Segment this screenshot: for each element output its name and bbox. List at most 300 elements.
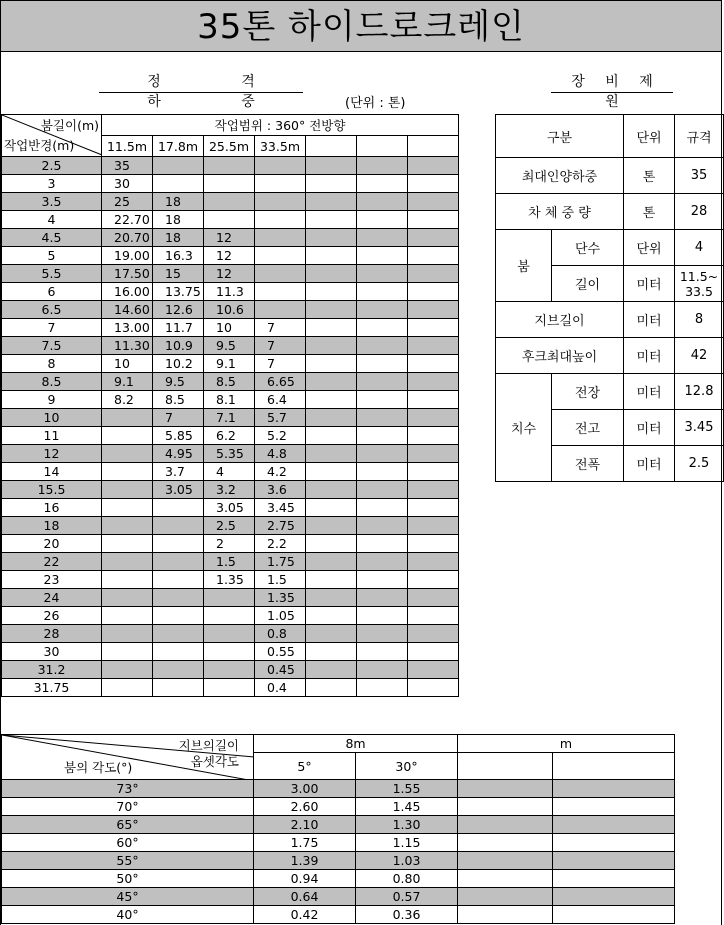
jib-load-value-cell: [458, 852, 553, 870]
load-value-cell: [306, 607, 357, 625]
load-value-cell: 19.00: [102, 247, 153, 265]
jib-load-value-cell: 0.64: [254, 888, 356, 906]
boom-length-value-text: 11.5~33.5: [679, 268, 719, 299]
corner-boom-length: 붐길이(m): [40, 118, 99, 133]
load-row: [2, 589, 459, 607]
load-row: [2, 391, 459, 409]
load-value-cell: [153, 607, 204, 625]
boom-length-header: 11.5m: [102, 136, 153, 157]
load-value-cell: [255, 175, 306, 193]
load-value-cell: [204, 157, 255, 175]
jib-load-value-cell: 3.00: [254, 780, 356, 798]
jib-load-value-cell: 1.30: [356, 816, 458, 834]
load-value-cell: [204, 625, 255, 643]
load-value-cell: 7.1: [204, 409, 255, 427]
load-value-cell: 0.55: [255, 643, 306, 661]
load-value-cell: [255, 283, 306, 301]
load-value-cell: 11.30: [102, 337, 153, 355]
load-row: [2, 571, 459, 589]
load-value-cell: [102, 661, 153, 679]
load-value-cell: [153, 661, 204, 679]
load-value-cell: 3.6: [255, 481, 306, 499]
load-value-cell: [102, 553, 153, 571]
load-value-cell: 1.35: [255, 589, 306, 607]
load-value-cell: 3.05: [204, 499, 255, 517]
jib-load-value-cell: [553, 870, 675, 888]
load-value-cell: [357, 319, 408, 337]
load-value-cell: 1.05: [255, 607, 306, 625]
load-value-cell: [357, 409, 408, 427]
load-value-cell: 2.75: [255, 517, 306, 535]
corner-work-radius: 작업반경(m): [4, 138, 75, 153]
load-value-cell: [204, 679, 255, 697]
load-row: [2, 337, 459, 355]
load-value-cell: [357, 445, 408, 463]
jib-corner-boom-angle: 붐의 각도(°): [64, 760, 133, 775]
jib-load-value-cell: 0.94: [254, 870, 356, 888]
load-value-cell: [357, 499, 408, 517]
work-radius-cell: 24: [2, 589, 102, 607]
vehicle-weight-label: 차 체 중 량: [496, 194, 624, 230]
work-radius-cell: 3.5: [2, 193, 102, 211]
load-value-cell: 35: [102, 157, 153, 175]
load-value-cell: [408, 337, 459, 355]
load-value-cell: [306, 337, 357, 355]
load-value-cell: [357, 625, 408, 643]
jib-row: [2, 870, 675, 888]
load-table-corner: [2, 115, 102, 157]
load-row: [2, 319, 459, 337]
load-value-cell: [153, 553, 204, 571]
load-value-cell: [306, 301, 357, 319]
jib-load-value-cell: 2.60: [254, 798, 356, 816]
load-value-cell: [204, 193, 255, 211]
load-value-cell: [153, 517, 204, 535]
load-value-cell: 2.2: [255, 535, 306, 553]
load-value-cell: 6.4: [255, 391, 306, 409]
load-value-cell: 16.3: [153, 247, 204, 265]
jib-row: [2, 834, 675, 852]
max-load-value: 35: [675, 158, 724, 194]
load-value-cell: 8.2: [102, 391, 153, 409]
load-value-cell: 22.70: [102, 211, 153, 229]
overall-height-unit: 미터: [624, 410, 675, 446]
load-value-cell: [153, 643, 204, 661]
load-value-cell: [408, 391, 459, 409]
load-value-cell: 8.5: [204, 373, 255, 391]
load-value-cell: [306, 373, 357, 391]
load-value-cell: [408, 661, 459, 679]
load-row: [2, 499, 459, 517]
load-row: [2, 157, 459, 175]
load-value-cell: [102, 643, 153, 661]
max-load-unit: 톤: [624, 158, 675, 194]
load-value-cell: 18: [153, 193, 204, 211]
load-value-cell: [306, 175, 357, 193]
load-value-cell: 12: [204, 265, 255, 283]
load-value-cell: 3.2: [204, 481, 255, 499]
load-row: [2, 175, 459, 193]
load-value-cell: 12: [204, 229, 255, 247]
load-value-cell: [255, 229, 306, 247]
rated-load-table: [1, 114, 459, 697]
load-value-cell: 10.2: [153, 355, 204, 373]
load-value-cell: [306, 157, 357, 175]
jib-load-value-cell: 1.15: [356, 834, 458, 852]
load-unit-note: (단위 : 톤): [345, 96, 406, 111]
load-value-cell: [408, 535, 459, 553]
load-section-title-text: 정 격 하 중: [147, 74, 293, 110]
load-row: [2, 643, 459, 661]
load-value-cell: 1.75: [255, 553, 306, 571]
load-value-cell: [306, 661, 357, 679]
load-row: [2, 463, 459, 481]
load-value-cell: [408, 625, 459, 643]
jib-load-value-cell: 1.75: [254, 834, 356, 852]
jib-length-label: 지브길이: [496, 302, 624, 338]
work-radius-cell: 23: [2, 571, 102, 589]
load-value-cell: [357, 535, 408, 553]
work-radius-cell: 4.5: [2, 229, 102, 247]
load-value-cell: [306, 445, 357, 463]
load-value-cell: [408, 517, 459, 535]
jib-length-unit: 미터: [624, 302, 675, 338]
load-value-cell: 1.35: [204, 571, 255, 589]
jib-load-value-cell: [458, 816, 553, 834]
load-value-cell: [255, 193, 306, 211]
load-value-cell: [255, 247, 306, 265]
jib-load-value-cell: [458, 870, 553, 888]
overall-length-label: 전장: [552, 374, 624, 410]
load-value-cell: [408, 283, 459, 301]
load-value-cell: 5.2: [255, 427, 306, 445]
jib-load-value-cell: 2.10: [254, 816, 356, 834]
overall-height-label: 전고: [552, 410, 624, 446]
load-value-cell: 7: [153, 409, 204, 427]
load-row: [2, 427, 459, 445]
load-value-cell: [408, 499, 459, 517]
jib-load-value-cell: [553, 906, 675, 924]
work-radius-cell: 7: [2, 319, 102, 337]
load-value-cell: [408, 355, 459, 373]
hook-height-unit: 미터: [624, 338, 675, 374]
load-section-title: [99, 72, 303, 110]
overall-length-value: 12.8: [675, 374, 724, 410]
load-value-cell: 18: [153, 211, 204, 229]
load-value-cell: [408, 643, 459, 661]
load-value-cell: [153, 157, 204, 175]
load-value-cell: 1.5: [255, 571, 306, 589]
load-row: [2, 679, 459, 697]
jib-load-value-cell: [553, 852, 675, 870]
load-value-cell: 7: [255, 337, 306, 355]
jib-row: [2, 780, 675, 798]
boom-length-value: [675, 266, 724, 302]
load-row: [2, 355, 459, 373]
load-value-cell: [306, 589, 357, 607]
boom-length-unit: 미터: [624, 266, 675, 302]
load-value-cell: [357, 607, 408, 625]
load-value-cell: [204, 643, 255, 661]
work-radius-cell: 22: [2, 553, 102, 571]
offset-angle-header: [553, 753, 675, 780]
offset-angle-header: 30°: [356, 753, 458, 780]
boom-length-label: 길이: [552, 266, 624, 302]
load-value-cell: [306, 355, 357, 373]
load-value-cell: [255, 157, 306, 175]
work-radius-cell: 7.5: [2, 337, 102, 355]
work-radius-cell: 14: [2, 463, 102, 481]
boom-angle-cell: 65°: [2, 816, 254, 834]
load-value-cell: 4.95: [153, 445, 204, 463]
load-value-cell: 6.65: [255, 373, 306, 391]
overall-width-unit: 미터: [624, 446, 675, 482]
load-value-cell: [204, 607, 255, 625]
work-radius-cell: 5.5: [2, 265, 102, 283]
load-value-cell: [255, 301, 306, 319]
load-value-cell: [357, 247, 408, 265]
jib-row: [2, 816, 675, 834]
load-value-cell: [408, 175, 459, 193]
load-value-cell: [408, 157, 459, 175]
load-value-cell: 5.7: [255, 409, 306, 427]
load-value-cell: [255, 265, 306, 283]
load-value-cell: [306, 679, 357, 697]
work-radius-cell: 12: [2, 445, 102, 463]
load-value-cell: [357, 265, 408, 283]
load-value-cell: [102, 481, 153, 499]
load-value-cell: [357, 481, 408, 499]
load-value-cell: [408, 589, 459, 607]
load-value-cell: [357, 355, 408, 373]
load-value-cell: [408, 229, 459, 247]
work-radius-cell: 3: [2, 175, 102, 193]
jib-load-value-cell: [458, 780, 553, 798]
load-value-cell: [204, 661, 255, 679]
work-radius-cell: 8.5: [2, 373, 102, 391]
hook-height-value: 42: [675, 338, 724, 374]
work-radius-cell: 6: [2, 283, 102, 301]
work-radius-cell: 31.75: [2, 679, 102, 697]
jib-load-value-cell: 1.55: [356, 780, 458, 798]
max-load-label: 최대인양하중: [496, 158, 624, 194]
jib-row: [2, 906, 675, 924]
boom-stages-label: 단수: [552, 230, 624, 266]
load-value-cell: [153, 175, 204, 193]
load-value-cell: 13.00: [102, 319, 153, 337]
load-value-cell: [408, 193, 459, 211]
load-value-cell: 7: [255, 319, 306, 337]
load-value-cell: [102, 463, 153, 481]
boom-angle-cell: 73°: [2, 780, 254, 798]
load-value-cell: 3.7: [153, 463, 204, 481]
load-row: [2, 409, 459, 427]
load-value-cell: [102, 607, 153, 625]
jib-load-value-cell: [458, 906, 553, 924]
load-row: [2, 301, 459, 319]
load-value-cell: 2: [204, 535, 255, 553]
load-value-cell: 15: [153, 265, 204, 283]
load-value-cell: 4.8: [255, 445, 306, 463]
load-value-cell: [102, 499, 153, 517]
jib-length-value: 8: [675, 302, 724, 338]
boom-stages-value: 4: [675, 230, 724, 266]
load-row: [2, 535, 459, 553]
load-value-cell: [357, 679, 408, 697]
load-value-cell: 10: [204, 319, 255, 337]
jib-row: [2, 798, 675, 816]
load-value-cell: 0.8: [255, 625, 306, 643]
load-row: [2, 265, 459, 283]
load-row: [2, 481, 459, 499]
load-value-cell: 25: [102, 193, 153, 211]
boom-length-header: [306, 136, 357, 157]
dimensions-label: 치수: [496, 374, 552, 482]
load-value-cell: [408, 373, 459, 391]
jib-load-value-cell: 0.80: [356, 870, 458, 888]
load-value-cell: [306, 535, 357, 553]
load-value-cell: 7: [255, 355, 306, 373]
load-value-cell: [102, 409, 153, 427]
offset-angle-header: [458, 753, 553, 780]
load-value-cell: 20.70: [102, 229, 153, 247]
work-radius-cell: 30: [2, 643, 102, 661]
offset-angle-header: 5°: [254, 753, 356, 780]
load-value-cell: 2.5: [204, 517, 255, 535]
load-value-cell: [357, 589, 408, 607]
jib-m-header: m: [458, 735, 675, 753]
jib-load-value-cell: [553, 816, 675, 834]
load-value-cell: [408, 265, 459, 283]
load-value-cell: 5.85: [153, 427, 204, 445]
load-row: [2, 283, 459, 301]
load-value-cell: 30: [102, 175, 153, 193]
load-value-cell: [408, 571, 459, 589]
hook-height-label: 후크최대높이: [496, 338, 624, 374]
overall-width-value: 2.5: [675, 446, 724, 482]
load-value-cell: [102, 589, 153, 607]
spec-header-unit: 단위: [624, 115, 675, 158]
boom-stages-unit: 단위: [624, 230, 675, 266]
boom-length-header: 17.8m: [153, 136, 204, 157]
load-row: [2, 193, 459, 211]
jib-table-corner: [2, 735, 254, 780]
equipment-spec-table: [495, 114, 724, 482]
boom-angle-cell: 45°: [2, 888, 254, 906]
load-value-cell: [306, 463, 357, 481]
load-value-cell: [408, 319, 459, 337]
load-value-cell: 13.75: [153, 283, 204, 301]
jib-8m-header: 8m: [254, 735, 458, 753]
load-value-cell: 11.7: [153, 319, 204, 337]
spec-section-title-text: 장 비 제 원: [571, 74, 661, 110]
load-value-cell: 6.2: [204, 427, 255, 445]
boom-length-header: 25.5m: [204, 136, 255, 157]
load-value-cell: [357, 229, 408, 247]
load-value-cell: [102, 625, 153, 643]
load-value-cell: [357, 517, 408, 535]
boom-angle-cell: 50°: [2, 870, 254, 888]
load-value-cell: [357, 571, 408, 589]
load-value-cell: [408, 409, 459, 427]
jib-row: [2, 852, 675, 870]
load-value-cell: [102, 679, 153, 697]
load-value-cell: 3.45: [255, 499, 306, 517]
jib-load-value-cell: 0.36: [356, 906, 458, 924]
jib-load-value-cell: 0.42: [254, 906, 356, 924]
load-value-cell: [204, 175, 255, 193]
load-value-cell: [204, 211, 255, 229]
boom-angle-cell: 40°: [2, 906, 254, 924]
load-row: [2, 625, 459, 643]
jib-load-value-cell: 0.57: [356, 888, 458, 906]
load-value-cell: 10.6: [204, 301, 255, 319]
load-row: [2, 607, 459, 625]
boom-length-header: 33.5m: [255, 136, 306, 157]
work-radius-cell: 8: [2, 355, 102, 373]
load-value-cell: [357, 427, 408, 445]
work-radius-cell: 26: [2, 607, 102, 625]
load-value-cell: [357, 643, 408, 661]
jib-corner-offset-angle: 옵셋각도: [190, 754, 239, 769]
work-radius-cell: 5: [2, 247, 102, 265]
load-value-cell: [306, 319, 357, 337]
load-value-cell: 1.5: [204, 553, 255, 571]
work-radius-cell: 6.5: [2, 301, 102, 319]
work-radius-cell: 10: [2, 409, 102, 427]
load-value-cell: [153, 625, 204, 643]
jib-load-value-cell: [553, 780, 675, 798]
work-radius-cell: 4: [2, 211, 102, 229]
load-value-cell: 9.1: [102, 373, 153, 391]
work-radius-cell: 2.5: [2, 157, 102, 175]
jib-row: [2, 888, 675, 906]
work-radius-cell: 18: [2, 517, 102, 535]
vehicle-weight-value: 28: [675, 194, 724, 230]
load-value-cell: [408, 553, 459, 571]
load-row: [2, 445, 459, 463]
load-value-cell: [357, 157, 408, 175]
load-value-cell: [306, 553, 357, 571]
load-value-cell: [408, 445, 459, 463]
work-radius-cell: 16: [2, 499, 102, 517]
load-value-cell: [153, 679, 204, 697]
load-value-cell: [306, 409, 357, 427]
jib-load-value-cell: 1.39: [254, 852, 356, 870]
load-value-cell: [357, 391, 408, 409]
load-value-cell: [306, 229, 357, 247]
load-value-cell: [357, 301, 408, 319]
load-value-cell: [153, 589, 204, 607]
boom-length-header: [357, 136, 408, 157]
jib-load-value-cell: 1.03: [356, 852, 458, 870]
load-value-cell: [306, 571, 357, 589]
load-value-cell: 18: [153, 229, 204, 247]
load-value-cell: [357, 211, 408, 229]
load-value-cell: 8.5: [153, 391, 204, 409]
load-value-cell: [306, 211, 357, 229]
jib-load-value-cell: [553, 888, 675, 906]
overall-height-value: 3.45: [675, 410, 724, 446]
load-value-cell: [102, 445, 153, 463]
load-value-cell: [306, 517, 357, 535]
load-value-cell: [357, 373, 408, 391]
load-value-cell: [408, 247, 459, 265]
load-value-cell: [357, 463, 408, 481]
load-value-cell: 5.35: [204, 445, 255, 463]
load-value-cell: [204, 589, 255, 607]
jib-load-value-cell: [458, 798, 553, 816]
